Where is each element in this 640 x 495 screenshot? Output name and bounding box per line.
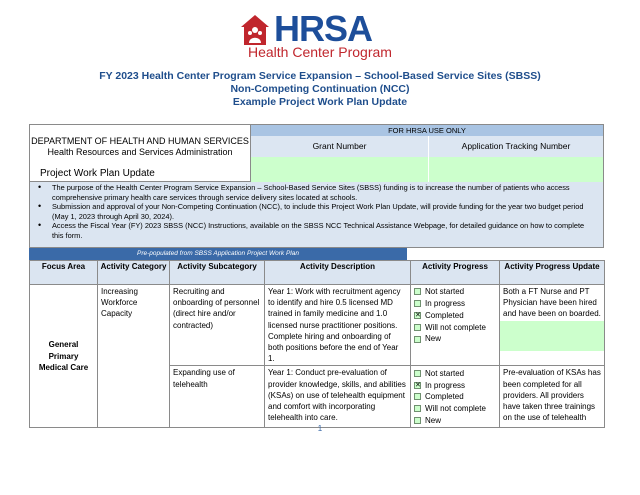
prepopulated-banner: Pre-populated from SBSS Application Project Work Plan [29,248,407,260]
progress-option[interactable]: ✕ Completed [415,310,464,320]
description-cell: Year 1: Conduct pre-evaluation of provider knowledge, skills, and abilities (KSAs) on use of telehealth equipment and comfort with incorporating telehealth into care. [265,366,411,428]
form-header [29,124,604,182]
progress-cell [411,285,500,366]
instructions-list [29,182,604,248]
progress-option[interactable]: Will not complete [414,403,496,415]
checkbox-not-started[interactable] [414,288,421,295]
progress-option[interactable]: Not started [414,367,496,379]
col-header-progress-update: Activity Progress Update [500,261,605,285]
title-line-1: FY 2023 Health Center Program Service Expansion – School-Based Service Sites (SBSS) [99,70,541,82]
checkbox-will-not-complete[interactable] [414,324,421,331]
grant-number-field[interactable] [251,157,429,182]
progress-option[interactable]: ✕ In progress [415,380,466,390]
checkbox-completed[interactable] [414,393,421,400]
document-title [0,70,640,109]
description-cell: Year 1: Work with recruitment agency to identify and hire 0.5 licensed MD trained in family medicine and 1.0 licensed nurse practitioner positions. Complete hiring and onboarding of both positions before the end of Year 1. [265,285,411,366]
col-header-activity-description: Activity Description [265,261,411,285]
tracking-number-field[interactable] [429,157,603,182]
focus-area-cell: General Primary Medical Care [30,285,98,428]
checkbox-in-progress[interactable] [414,300,421,307]
progress-option[interactable]: Not started [414,286,496,298]
col-header-activity-category: Activity Category [98,261,170,285]
progress-update-cell[interactable]: Pre-evaluation of KSAs has been completed for all providers. All providers have taken three trainings on the use of telehealth [500,366,605,428]
hrsa-logo [0,8,640,60]
tracking-number-label: Application Tracking Number [429,136,603,157]
activity-category-cell: Increasing Workforce Capacity [98,285,170,428]
table-header-row [30,261,605,285]
logo-subtitle: Health Center Program [248,44,392,60]
progress-option[interactable]: New [414,333,496,345]
page-number: 1 [317,424,323,433]
checkbox-will-not-complete[interactable] [414,405,421,412]
title-line-2: Non-Competing Continuation (NCC) [230,83,410,95]
checkbox-in-progress-checked[interactable]: ✕ [415,381,421,389]
hrsa-use-only-banner: FOR HRSA USE ONLY [251,125,603,136]
logo-wordmark: HRSA [274,8,373,49]
progress-option[interactable]: In progress [414,298,496,310]
progress-cell [411,366,500,428]
progress-update-cell[interactable] [500,285,605,366]
department-name: DEPARTMENT OF HEALTH AND HUMAN SERVICES [31,136,249,146]
table-row [30,285,605,366]
title-line-3: Example Project Work Plan Update [232,96,408,108]
agency-name: Health Resources and Services Administration [47,147,233,157]
department-block [30,125,251,182]
progress-update-text: Both a FT Nurse and PT Physician have been hired and have been on boarded. [503,287,601,319]
subcategory-cell: Expanding use of telehealth [170,366,265,428]
checkbox-not-started[interactable] [414,370,421,377]
instruction-bullet: • Submission and approval of your Non-Competing Continuation (NCC), to include this Project Work Plan Update, will provide funding for the year two budget period (May 1, 2023 through April 30, 2024). [52,202,597,221]
progress-option[interactable]: Completed [414,391,496,403]
form-title: Project Work Plan Update [40,168,155,179]
progress-option[interactable]: New [414,415,496,427]
checkbox-new[interactable] [414,336,421,343]
instruction-bullet: • The purpose of the Health Center Program Service Expansion – School-Based Service Sites (SBSS) funding is to increase the number of patients who access comprehensive primary health care services through service delivery sites located at schools. [52,183,597,202]
checkbox-new[interactable] [414,417,421,424]
subcategory-cell: Recruiting and onboarding of personnel (direct hire and/or contracted) [170,285,265,366]
col-header-focus-area: Focus Area [30,261,98,285]
col-header-activity-progress: Activity Progress [411,261,500,285]
instruction-bullet: • Access the Fiscal Year (FY) 2023 SBSS (NCC) Instructions, available on the SBSS NCC Technical Assistance Webpage, for detailed guidance on how to complete this form. [52,221,597,240]
progress-update-field[interactable] [500,321,604,351]
progress-option[interactable]: Will not complete [414,321,496,333]
hhs-house-icon [240,14,270,46]
col-header-activity-subcategory: Activity Subcategory [170,261,265,285]
checkbox-completed-checked[interactable]: ✕ [415,311,421,319]
work-plan-table [29,260,605,428]
grant-number-label: Grant Number [251,136,429,157]
